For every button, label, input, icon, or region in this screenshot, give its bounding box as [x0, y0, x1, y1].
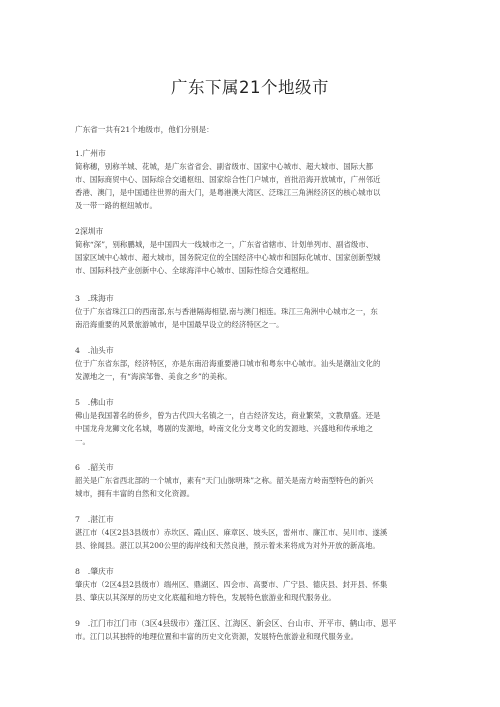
section-heading: 7 .湛江市 — [75, 515, 114, 524]
section-body — [75, 474, 435, 500]
section-heading: 9 .江门市江门市（3区4县级市）蓬江区、江海区、新会区、台山市、开平市、鹤山市、恩平 — [75, 619, 397, 628]
body-line: 佛山是我国著名的侨乡，曾为古代四大名镇之一，自古经济发达，商业繁荣，文教鼎盛。还是 — [75, 411, 381, 420]
section-heading: 4 .汕头市 — [75, 346, 114, 355]
body-line: 发源地之一，有“海滨邹鲁、美食之乡”的美称。 — [75, 372, 232, 381]
body-line: 简称“深”，别称鹏城，是中国四大一线城市之一，广东省省辖市、计划单列市、副省级市、 — [75, 240, 374, 249]
section-heading: 6 .韶关市 — [75, 463, 114, 472]
section-zhaoqing — [75, 565, 435, 604]
body-line: 城市，拥有丰富的自然和文化资源。 — [75, 489, 195, 498]
body-line: 香港、澳门，是中国通往世界的南大门，是粤港澳大湾区、泛珠江三角洲经济区的核心城市以 — [75, 188, 381, 197]
section-shenzhen — [75, 225, 435, 277]
body-line: 南沿海重要的风景旅游城市，是中国最早设立的经济特区之一。 — [75, 320, 284, 329]
section-shaoguan — [75, 461, 435, 500]
body-line: 中国龙舟龙狮文化名城，粤剧的发源地，岭南文化分支粤文化的发源地、兴盛地和传承地之 — [75, 424, 374, 433]
section-body — [75, 526, 435, 552]
body-line: 及一带一路的枢纽城市。 — [75, 201, 157, 210]
section-body — [75, 305, 435, 331]
section-zhanjiang — [75, 513, 435, 552]
body-line: 湛江市（4区2县3县级市）赤坎区、霞山区、麻章区、坡头区，雷州市、廉江市、吴川市、遂溪 — [75, 528, 388, 537]
section-guangzhou — [75, 147, 435, 212]
section-heading: 3 .珠海市 — [75, 294, 114, 303]
body-line: 县、肇庆以其深厚的历史文化底蕴和地方特色，发展特色旅游业和现代服务业。 — [75, 593, 336, 602]
intro-paragraph: 广东省一共有21个地级市，他们分别是： — [75, 125, 214, 134]
section-shantou — [75, 344, 435, 383]
body-line: 一。 — [75, 437, 90, 446]
body-line: 韶关是广东省西北部的一个城市，素有“天门山脉明珠”之称。韶关是南方岭南型特色的新兴 — [75, 476, 374, 485]
section-body — [75, 409, 435, 448]
section-heading: 1.广州市 — [75, 149, 106, 158]
section-foshan — [75, 396, 435, 448]
section-jiangmen — [75, 617, 435, 643]
body-line: 市、国际科技产业创新中心、全球海洋中心城市、国际性综合交通枢纽。 — [75, 266, 314, 275]
section-body — [75, 630, 435, 643]
section-body — [75, 238, 435, 277]
body-line: 肇庆市（2区4县2县级市）端州区、鼎湖区、四会市、高要市、广宁县、德庆县、封开县、怀集 — [75, 580, 388, 589]
body-line: 位于广东省珠江口的西南部,东与香港隔海相望,南与澳门相连。珠江三角洲中心城市之一，东 — [75, 307, 378, 316]
body-line: 市、国际商贸中心、国际综合交通枢纽、国家综合性门户城市，首批沿海开放城市，广州邻近 — [75, 175, 381, 184]
section-body — [75, 357, 435, 383]
section-heading: 2深圳市 — [75, 227, 104, 236]
section-heading: 5 .佛山市 — [75, 398, 114, 407]
body-line: 简称穗，别称羊城、花城，是广东省省会、副省级市、国家中心城市、超大城市、国际大都 — [75, 162, 374, 171]
section-body — [75, 578, 435, 604]
section-heading: 8 .肇庆市 — [75, 567, 114, 576]
body-line: 市。江门以其独特的地理位置和丰富的历史文化资源，发展特色旅游业和现代服务业。 — [75, 632, 359, 641]
body-line: 县、徐闻县。湛江以其200公里的海岸线和天然良港，预示着未来将成为对外开放的新高地。 — [75, 541, 380, 550]
section-zhuhai — [75, 292, 435, 331]
document-title: 广东下属21个地级市 — [171, 78, 329, 97]
body-line: 位于广东省东部，经济特区，亦是东南沿海重要港口城市和粤东中心城市。汕头是潮汕文化的 — [75, 359, 381, 368]
body-line: 国家区域中心城市、超大城市，国务院定位的全国经济中心城市和国际化城市、国家创新型城 — [75, 253, 381, 262]
section-body — [75, 160, 435, 212]
